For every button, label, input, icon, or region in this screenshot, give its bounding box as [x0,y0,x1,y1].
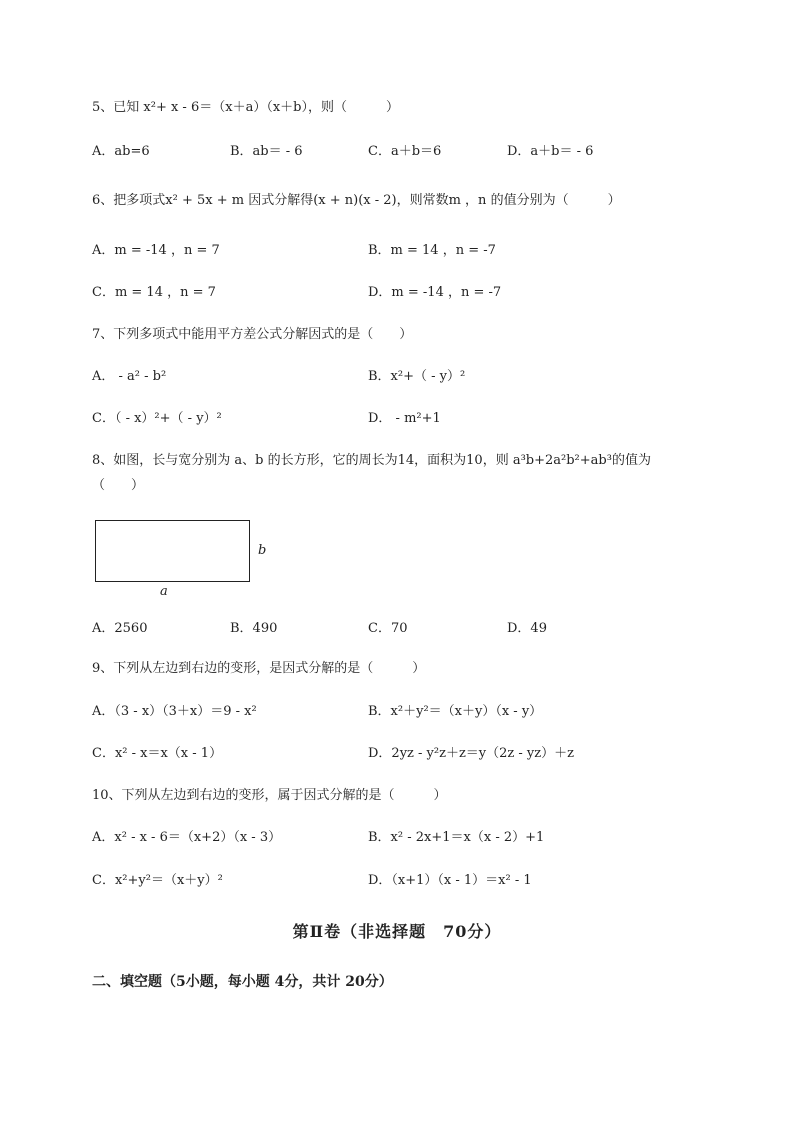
part-title: 二、填空题（5小题，每小题 4分，共计 20分） [92,974,393,990]
question-5-option-c: C．a＋b＝6 [368,144,442,159]
figure-label-a: a [160,584,168,599]
question-10-option-c: C．x²+y²＝（x＋y）² [92,873,223,888]
question-8-option-d: D．49 [507,621,547,636]
rectangle-figure [95,520,250,582]
question-7-option-a: A． - a² - b² [92,369,167,384]
question-8-option-a: A．2560 [92,621,148,636]
question-8-stem: 8、如图，长与宽分别为 a、b 的长方形，它的周长为14，面积为10，则 a³b+2a²b²+ab³的值为 [92,453,651,468]
question-9-option-c: C．x² - x＝x（x - 1） [92,746,223,761]
question-8-option-c: C．70 [368,621,408,636]
question-10-option-b: B．x² - 2x+1＝x（x - 2）+1 [368,830,545,845]
question-9-stem: 9、下列从左边到右边的变形，是因式分解的是（ ） [92,661,426,676]
question-8-stem-continued: （ ） [92,478,145,493]
question-9-option-d: D．2yz - y²z＋z＝y（2z - yz）＋z [368,746,574,761]
question-6-option-b: B．m = 14 ，n = -7 [368,243,496,258]
figure-label-b: b [258,543,267,558]
question-5-option-d: D．a＋b＝ - 6 [507,144,594,159]
question-10-stem: 10、下列从左边到右边的变形，属于因式分解的是（ ） [92,788,447,803]
question-6-option-c: C．m = 14 ，n = 7 [92,285,216,300]
question-5-stem: 5、已知 x²+ x - 6＝（x＋a）（x＋b），则（ ） [92,100,399,115]
question-5-option-b: B．ab＝ - 6 [230,144,303,159]
question-10-option-a: A．x² - x - 6＝（x+2）（x - 3） [92,830,282,845]
section-title: 第Ⅱ卷（非选择题 70分） [292,922,502,941]
question-7-option-b: B．x²+（ - y）² [368,369,466,384]
question-7-stem: 7、下列多项式中能用平方差公式分解因式的是（ ） [92,327,413,342]
question-6-option-d: D．m = -14 ，n = -7 [368,285,502,300]
question-6-option-a: A．m = -14 ，n = 7 [92,243,220,258]
question-7-option-d: D． - m²+1 [368,411,441,426]
question-10-option-d: D．（x+1）（x - 1）＝x² - 1 [368,873,532,888]
question-7-option-c: C．（ - x）²+（ - y）² [92,411,222,426]
question-9-option-a: A．（3 - x）（3＋x）＝9 - x² [92,704,257,719]
question-9-option-b: B．x²＋y²＝（x＋y）（x - y） [368,704,543,719]
question-8-option-b: B．490 [230,621,278,636]
question-6-stem: 6、把多项式x² + 5x + m 因式分解得(x + n)(x - 2)，则常数m ，n 的值分别为（ ） [92,193,621,208]
question-5-option-a: A．ab=6 [92,144,150,159]
